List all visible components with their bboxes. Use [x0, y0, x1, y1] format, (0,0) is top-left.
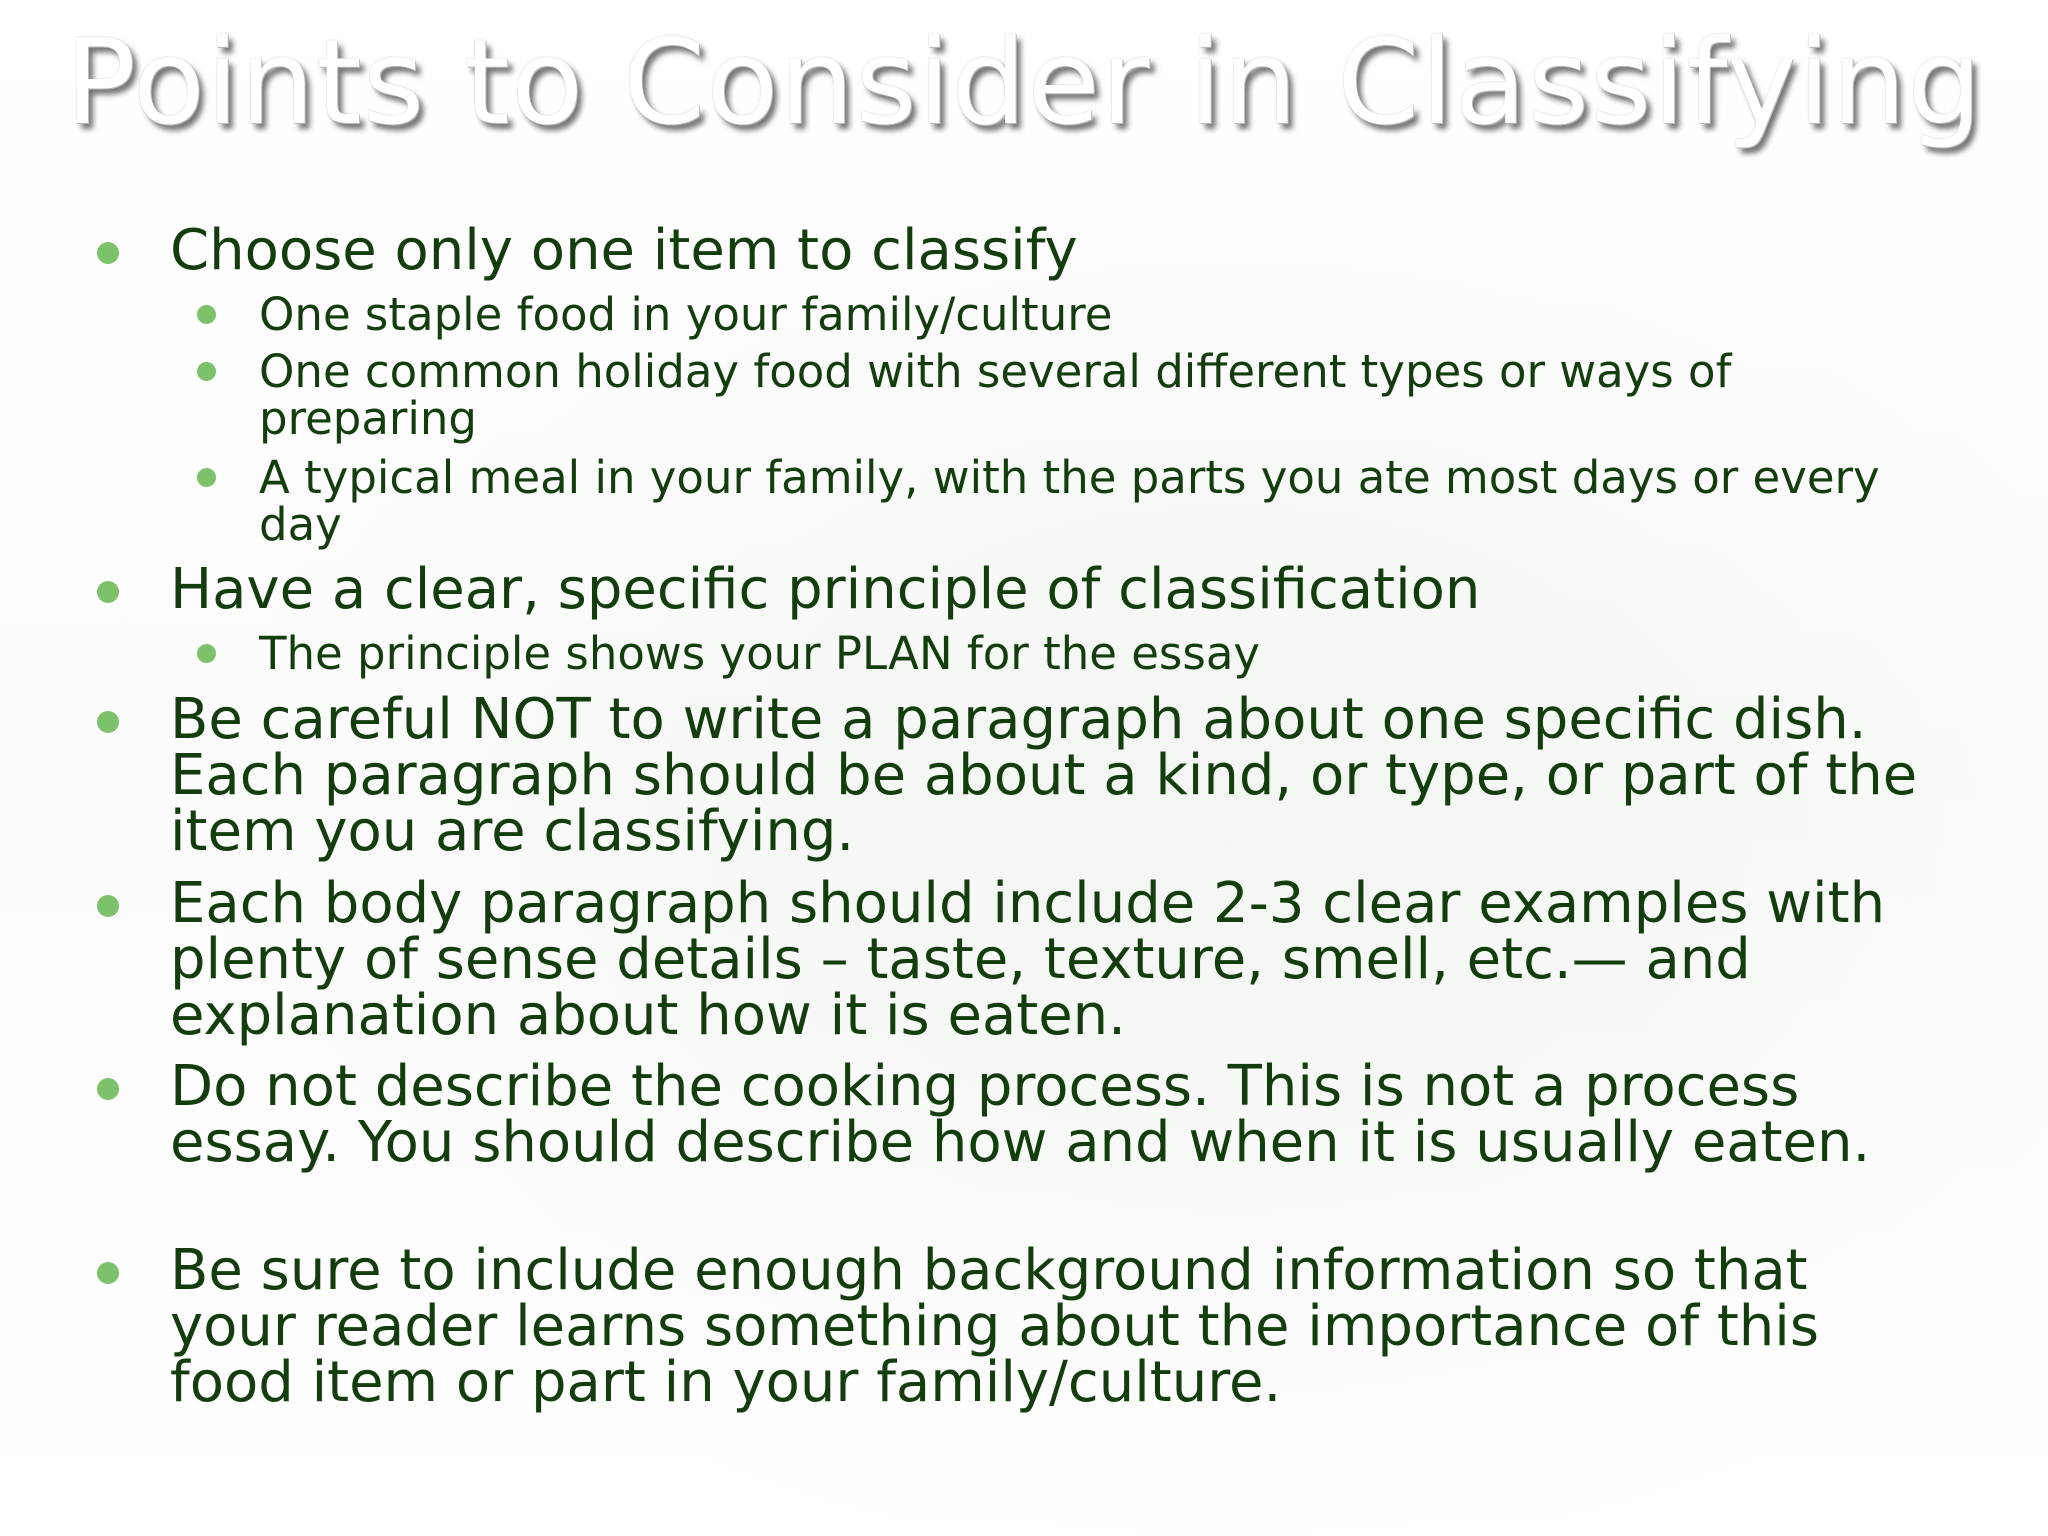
bullet-item [170, 687, 1930, 864]
bullet-dot-icon [97, 1078, 119, 1100]
bullet-dot-icon [97, 242, 119, 264]
sub-bullet-text: One staple food in your family/culture [259, 288, 1113, 341]
bullet-text: Each body paragraph should include 2-3 clear examples with plenty of sense details – taste, texture, smell, etc.— and explanation about how it is eaten. [170, 871, 1886, 1048]
bullet-item [170, 1054, 1930, 1175]
bullet-dot-icon [97, 581, 119, 603]
bullet-dot-icon [97, 895, 119, 917]
sub-bullet-text: One common holiday food with several different types or ways of preparing [259, 345, 1732, 445]
sub-bullet-item [259, 288, 1919, 341]
sub-bullet-text: A typical meal in your family, with the parts you ate most days or every day [259, 451, 1880, 551]
bullet-item [170, 557, 1930, 622]
sub-bullet-item [259, 627, 1919, 680]
sub-bullet-item [259, 345, 1919, 445]
bullet-item [170, 1238, 1930, 1415]
bullet-text: Do not describe the cooking process. This is not a process essay. You should describe how and when it is usually eaten. [170, 1054, 1871, 1175]
bullet-dot-icon [97, 711, 119, 733]
bullet-dot-icon [197, 468, 216, 487]
bullet-dot-icon [97, 1262, 119, 1284]
sub-bullet-item [259, 451, 1919, 551]
bullet-text: Choose only one item to classify [170, 218, 1078, 283]
slide-title: Points to Consider in Classifying [64, 13, 1984, 151]
bullet-text: Be careful NOT to write a paragraph about one specific dish. Each paragraph should be about a kind, or type, or part of the item you are classifying. [170, 687, 1918, 864]
bullet-dot-icon [197, 305, 216, 324]
sub-bullet-text: The principle shows your PLAN for the essay [259, 627, 1261, 680]
bullet-dot-icon [197, 362, 216, 381]
bullet-text: Have a clear, specific principle of classification [170, 557, 1481, 622]
bullet-text: Be sure to include enough background information so that your reader learns something about the importance of this food item or part in your family/culture. [170, 1238, 1820, 1415]
bullet-dot-icon [197, 644, 216, 663]
bullet-item [170, 871, 1930, 1048]
bullet-item [170, 218, 1930, 283]
